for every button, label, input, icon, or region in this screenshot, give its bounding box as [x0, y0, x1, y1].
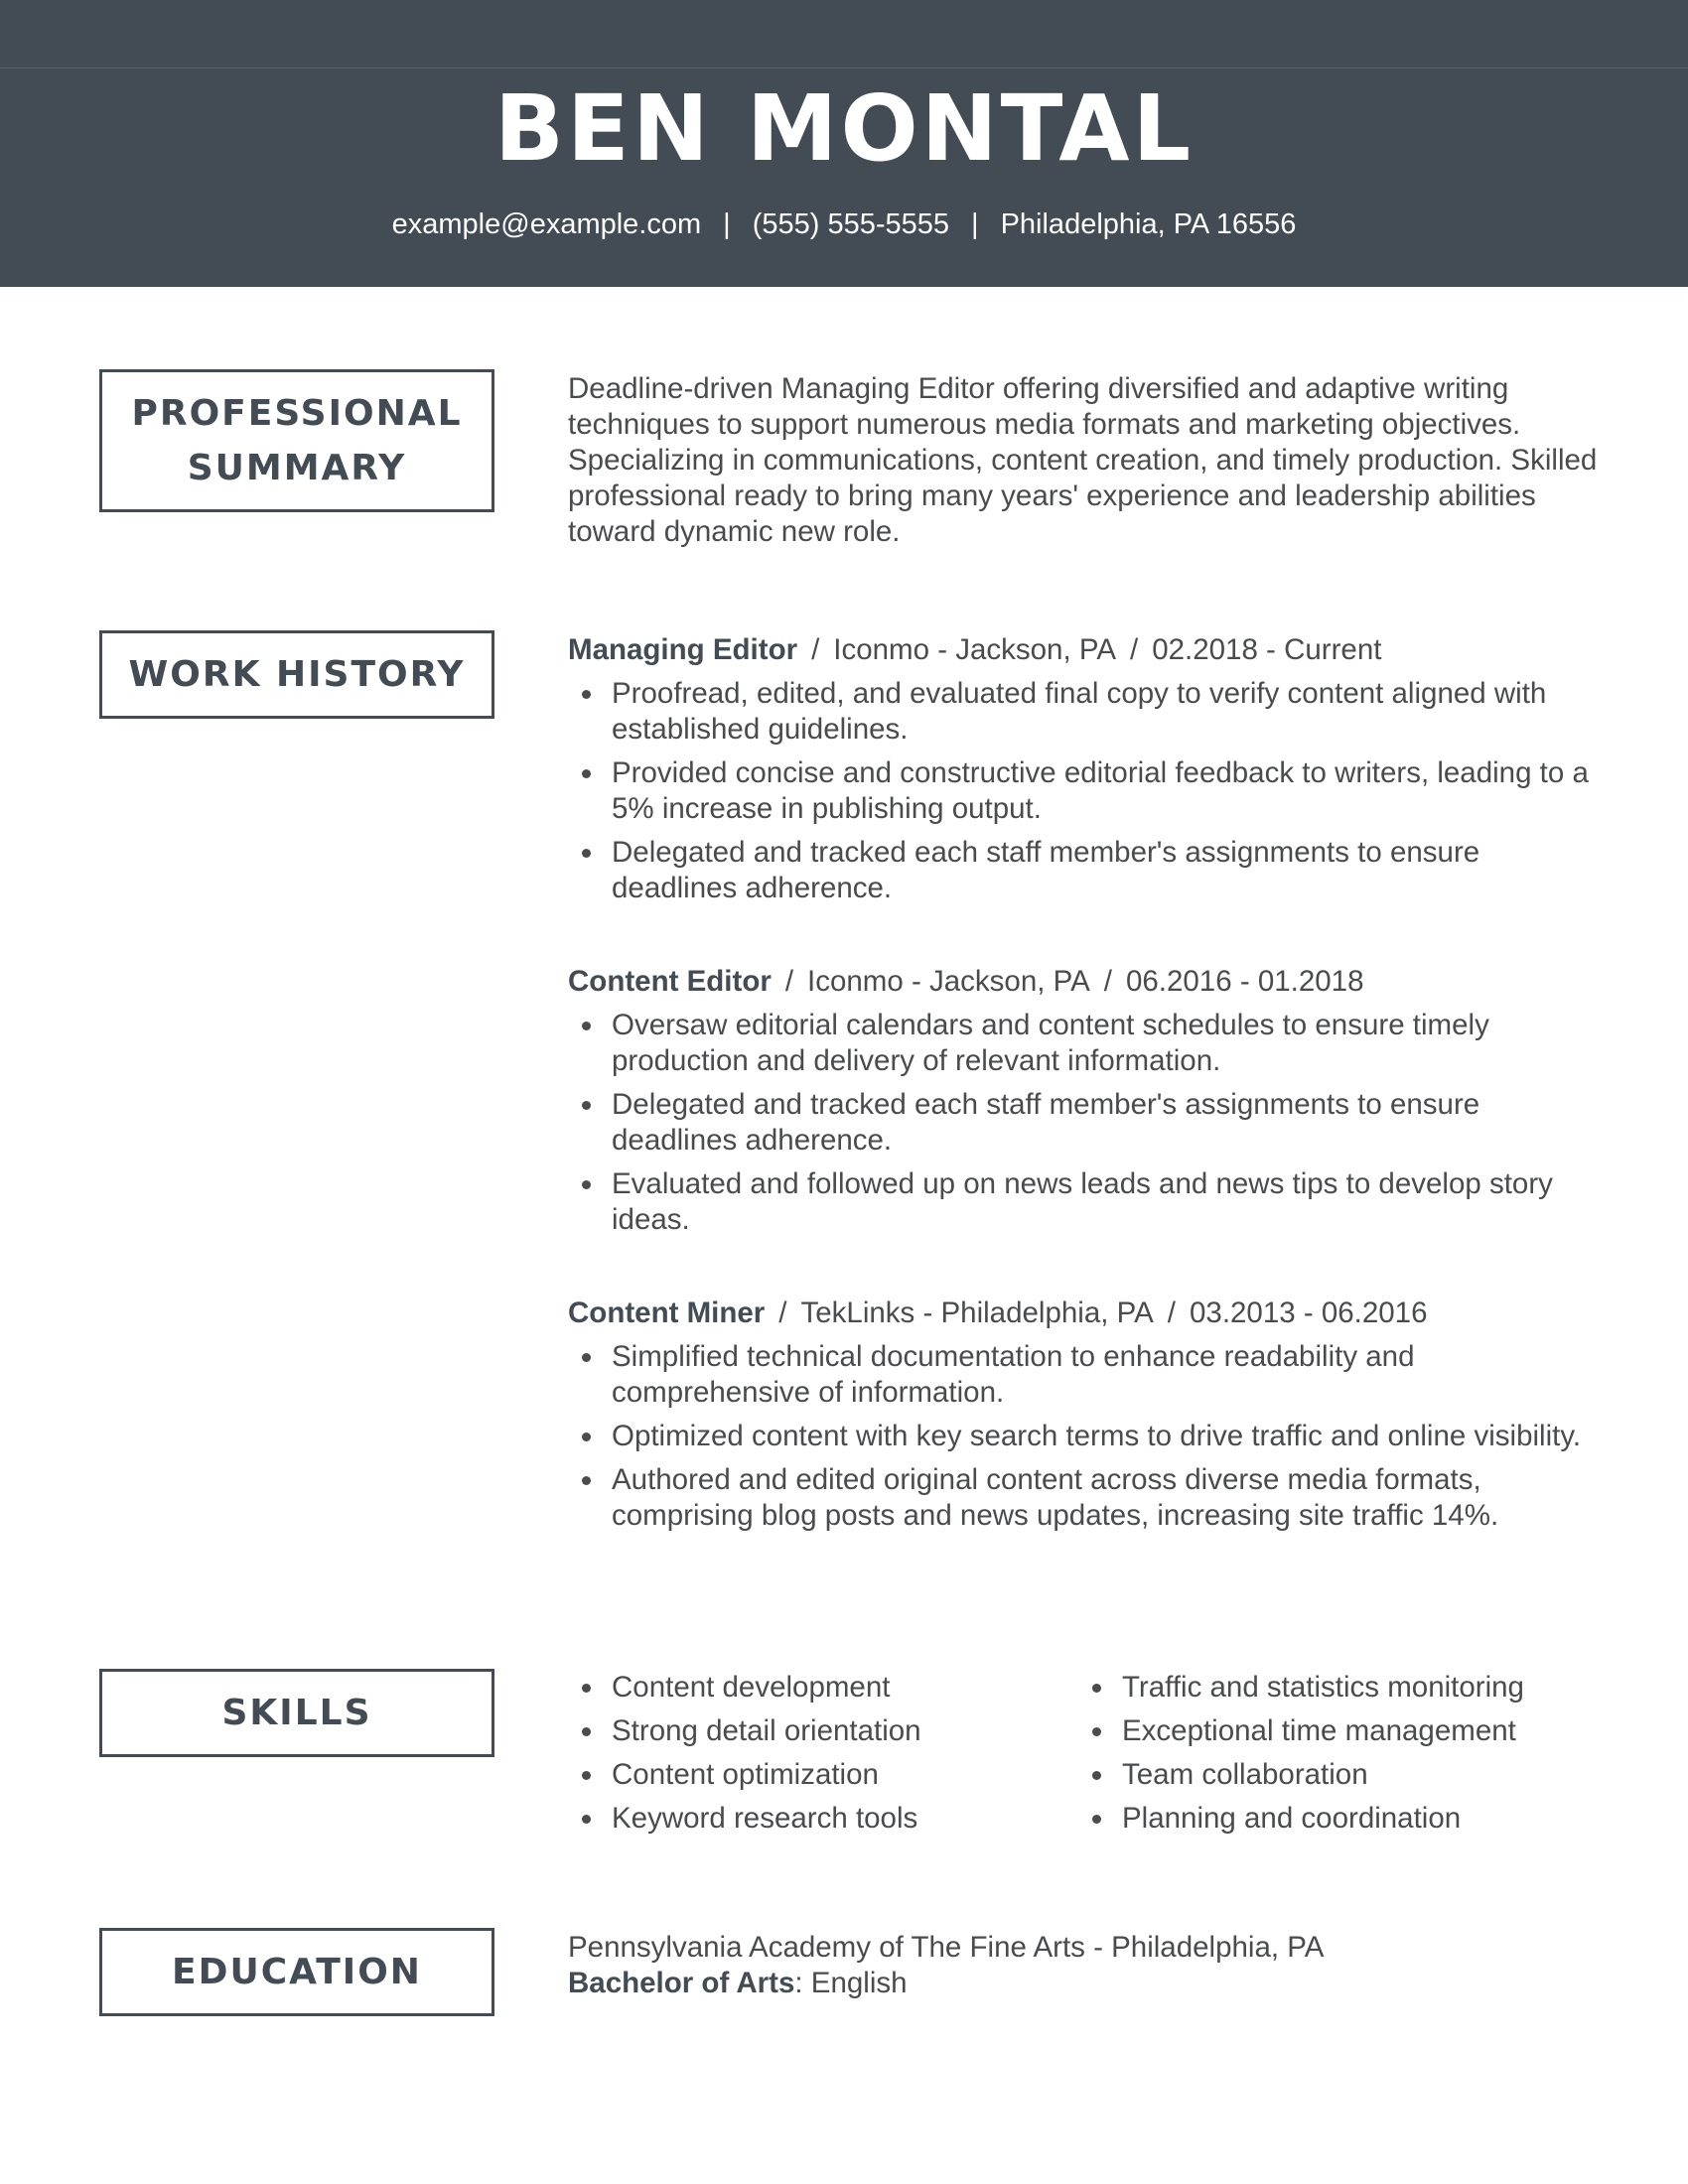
contact-separator: | [971, 208, 979, 240]
contact-email: example@example.com [391, 208, 702, 240]
skills-list [568, 1670, 1064, 1837]
job-company: Iconmo - Jackson, PA [833, 633, 1117, 666]
job-bullet: Oversaw editorial calendars and content schedules to ensure timely production and delivery of relevant information. [568, 1008, 1601, 1079]
job-dates: 06.2016 - 01.2018 [1125, 965, 1364, 998]
section-label-skills: SKILLS [99, 1669, 494, 1757]
candidate-name: BEN MONTAL [493, 75, 1195, 182]
skills-column-right [1078, 1670, 1575, 1844]
section-label-line: SUMMARY [187, 448, 407, 488]
job-dates: 03.2013 - 06.2016 [1190, 1297, 1428, 1329]
job-entry [568, 632, 1601, 914]
skills-column-left [568, 1670, 1064, 1844]
contact-phone: (555) 555-5555 [752, 208, 950, 240]
job-header [568, 964, 1601, 1000]
job-separator: / [1103, 965, 1112, 998]
skill-item: Planning and coordination [1078, 1801, 1575, 1837]
resume-header [0, 0, 1688, 287]
job-bullet: Delegated and tracked each staff member's assignments to ensure deadlines adherence. [568, 1087, 1601, 1159]
skills-list [1078, 1670, 1575, 1837]
job-entry [568, 1296, 1601, 1542]
job-bullet: Proofread, edited, and evaluated final copy to verify content aligned with established guidelines. [568, 676, 1601, 748]
education-entry [568, 1930, 1601, 2001]
job-company: TekLinks - Philadelphia, PA [800, 1297, 1154, 1329]
job-title: Content Miner [568, 1297, 766, 1329]
skill-item: Content development [568, 1670, 1064, 1706]
job-entry [568, 964, 1601, 1246]
job-separator: / [784, 965, 794, 998]
job-dates: 02.2018 - Current [1152, 633, 1382, 666]
skill-item: Exceptional time management [1078, 1713, 1575, 1749]
job-separator: / [1167, 1297, 1176, 1329]
job-bullets [568, 1008, 1601, 1238]
education-degree: Bachelor of Arts [568, 1967, 795, 1999]
job-bullet: Delegated and tracked each staff member's assignments to ensure deadlines adherence. [568, 835, 1601, 906]
skill-item: Strong detail orientation [568, 1713, 1064, 1749]
contact-location: Philadelphia, PA 16556 [1000, 208, 1297, 240]
job-title: Managing Editor [568, 633, 798, 666]
job-bullet: Evaluated and followed up on news leads and news tips to develop story ideas. [568, 1166, 1601, 1238]
job-bullet: Simplified technical documentation to enhance readability and comprehensive of information. [568, 1339, 1601, 1411]
section-label-line: PROFESSIONAL [131, 393, 463, 434]
professional-summary-text: Deadline-driven Managing Editor offering diversified and adaptive writing techniques to support numerous media formats and marketing objectives. Specializing in communications, content creation, and timely production. Skilled professional ready to bring many years' experience and leadership abilities toward dynamic new role. [568, 372, 1598, 548]
job-separator: / [1130, 633, 1139, 666]
skill-item: Content optimization [568, 1757, 1064, 1793]
job-title: Content Editor [568, 965, 772, 998]
job-separator: / [811, 633, 820, 666]
job-header [568, 1296, 1601, 1331]
job-bullet: Provided concise and constructive editorial feedback to writers, leading to a 5% increase in publishing output. [568, 755, 1601, 827]
education-degree-line [568, 1966, 1601, 2001]
skill-item: Traffic and statistics monitoring [1078, 1670, 1575, 1706]
job-bullets [568, 1339, 1601, 1534]
education-field: : English [794, 1967, 908, 1999]
contact-line [0, 203, 1688, 246]
job-company: Iconmo - Jackson, PA [807, 965, 1090, 998]
job-bullet: Optimized content with key search terms to drive traffic and online visibility. [568, 1419, 1601, 1454]
section-label-professional-summary [99, 369, 494, 512]
skill-item: Keyword research tools [568, 1801, 1064, 1837]
education-school: Pennsylvania Academy of The Fine Arts - Philadelphia, PA [568, 1931, 1325, 1964]
section-label-education: EDUCATION [99, 1928, 494, 2016]
job-bullets [568, 676, 1601, 906]
job-header [568, 632, 1601, 668]
skill-item: Team collaboration [1078, 1757, 1575, 1793]
job-separator: / [778, 1297, 787, 1329]
section-label-work-history: WORK HISTORY [99, 630, 494, 719]
job-bullet: Authored and edited original content across diverse media formats, comprising blog posts and news updates, increasing site traffic 14%. [568, 1462, 1601, 1534]
contact-separator: | [723, 208, 731, 240]
